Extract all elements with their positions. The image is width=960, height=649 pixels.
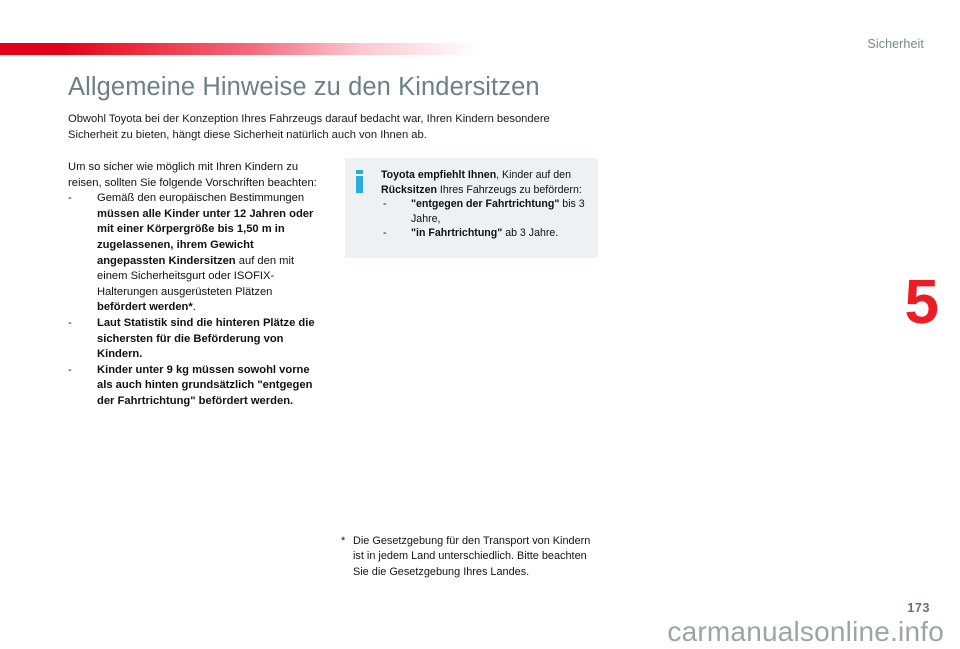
header-accent-rule [0,43,500,55]
bullet-dash: - [383,198,387,211]
page-title: Allgemeine Hinweise zu den Kindersitzen [68,73,540,101]
bullet-dash: - [383,227,387,240]
info-icon-dot [356,170,363,174]
info-box-item-text [411,198,585,225]
text-run: bis 3 Jahre, [411,198,585,225]
info-icon-stem [356,176,363,193]
text-run: Toyota empfiehlt Ihnen [381,169,497,181]
text-run: befördert werden* [97,301,193,314]
main-text-column [68,160,323,410]
info-box-intro [381,168,589,197]
chapter-section-label: Sicherheit [867,37,924,51]
text-run: Ihres Fahrzeugs zu befördern: [436,183,582,196]
requirement-text [97,192,313,313]
requirement-item [68,191,323,316]
text-run: ab 3 Jahre. [502,227,559,240]
requirements-list [68,191,323,409]
footnote-text: Die Gesetzgebung für den Transport von Kindern ist in jedem Land unterschiedlich. Bitte beachten Sie die Gesetzgebung Ihres Landes. [353,535,591,578]
footnote-marker: * [341,535,346,547]
requirement-item [68,363,323,410]
footnote-row [341,534,603,580]
text-run: "in Fahrtrichtung" [411,227,503,240]
info-box-item-text [411,227,558,239]
text-run: , Kinder auf den [496,169,571,181]
intro-paragraph: Obwohl Toyota bei der Konzeption Ihres Fahrzeugs darauf bedacht war, Ihren Kindern besondere Sicherheit zu bieten, hängt diese Sicherheit natürlich auch von Ihnen ab. [68,113,550,141]
requirement-text [97,364,312,407]
chapter-number-tab: 5 [904,268,938,337]
text-run: Kinder unter 9 kg müssen sowohl vorne als auch hinten grundsätzlich "entgegen der Fahrtrichtung" befördert werden. [97,363,313,407]
info-box-body [381,168,589,241]
recommendation-info-box [345,158,598,258]
info-box-list [381,197,589,241]
text-run: Gemäß den europäischen Bestimmungen [97,192,305,205]
bullet-dash: - [68,363,72,376]
lead-paragraph: Um so sicher wie möglich mit Ihren Kindern zu reisen, sollten Sie folgende Vorschriften beachten: [68,161,317,189]
info-box-item [381,197,589,226]
text-run: Laut Statistik sind die hinteren Plätze die sichersten für die Beförderung von Kindern. [97,316,315,361]
site-watermark: carmanualsonline.info [667,616,944,647]
bullet-dash: - [68,192,72,205]
page-header [0,0,960,60]
text-run: . [192,301,196,314]
footnote [341,534,603,580]
info-box-item [381,226,589,241]
text-run: müssen alle Kinder unter 12 Jahren oder mit einer Körpergröße bis 1,50 m in zugelassenen, ihrem Gewicht angepassten Kindersitzen [97,207,314,267]
bullet-dash: - [68,316,72,329]
page-number: 173 [907,601,930,615]
text-run: auf den mit einem Sicherheitsgurt oder ISOFIX-Halterungen ausgerüsteten Plätzen [97,254,295,298]
requirement-item [68,316,323,363]
text-run: Rücksitzen [381,183,437,196]
text-run: "entgegen der Fahrtrichtung" [411,198,560,211]
info-icon [356,170,363,193]
requirement-text [97,317,315,360]
